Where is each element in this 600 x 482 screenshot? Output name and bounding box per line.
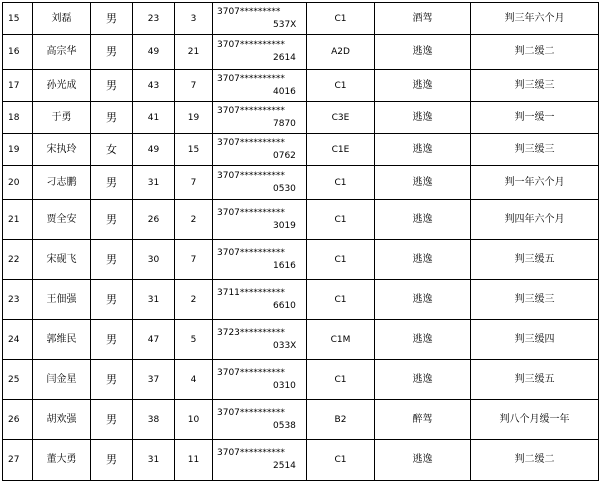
id-number-line2: 0530 [273,183,296,194]
id-number-line2: 2614 [273,53,296,63]
row-number: 26 [3,400,33,440]
id-number-line1: 3723********** [217,327,285,338]
row-number: 17 [3,70,33,102]
row-number: 22 [3,240,33,280]
person-sex: 男 [91,360,133,400]
offense-type: 逃逸 [375,102,471,134]
driving-years: 3 [175,3,213,35]
person-name: 闫金星 [33,360,91,400]
person-sex: 男 [91,166,133,200]
sentence-text: 判二缓二 [471,35,599,70]
person-age: 26 [133,200,175,240]
person-age: 47 [133,320,175,360]
id-number-line2: 1616 [273,260,296,271]
person-age: 31 [133,440,175,481]
license-class: C1 [307,3,375,35]
person-sex: 男 [91,320,133,360]
row-number: 23 [3,280,33,320]
person-name: 孙光成 [33,70,91,102]
id-number [213,400,307,440]
sentence-text: 判三缓四 [471,320,599,360]
driving-years: 2 [175,280,213,320]
id-number [213,3,307,35]
driving-years: 5 [175,320,213,360]
license-class: C1 [307,166,375,200]
id-number-line1: 3707********** [217,407,285,418]
driving-years: 11 [175,440,213,481]
person-age: 49 [133,134,175,166]
id-number-line1: 3707********** [217,170,285,181]
table-row [3,440,599,481]
offense-type: 逃逸 [375,280,471,320]
id-number [213,102,307,134]
offense-type: 逃逸 [375,240,471,280]
id-number [213,360,307,400]
id-number [213,200,307,240]
id-number-line1: 3707********** [217,247,285,258]
person-sex: 男 [91,102,133,134]
sentence-text: 判三缓三 [471,70,599,102]
row-number: 24 [3,320,33,360]
offense-type: 逃逸 [375,320,471,360]
offense-type: 逃逸 [375,440,471,481]
id-number-line1: 3707********* [217,6,281,17]
id-number [213,134,307,166]
driving-years: 10 [175,400,213,440]
person-sex: 男 [91,240,133,280]
records-table [2,2,599,481]
offense-type: 逃逸 [375,134,471,166]
id-number [213,280,307,320]
id-number [213,166,307,200]
person-age: 31 [133,166,175,200]
table-row [3,320,599,360]
person-sex: 男 [91,440,133,481]
license-class: C1 [307,200,375,240]
person-name: 贾全安 [33,200,91,240]
person-name: 高宗华 [33,35,91,70]
person-name: 胡欢强 [33,400,91,440]
sentence-text: 判三缓三 [471,134,599,166]
person-sex: 男 [91,3,133,35]
person-sex: 女 [91,134,133,166]
row-number: 21 [3,200,33,240]
person-age: 43 [133,70,175,102]
sentence-text: 判四年六个月 [471,200,599,240]
person-sex: 男 [91,35,133,70]
person-age: 30 [133,240,175,280]
person-name: 宋执玲 [33,134,91,166]
row-number: 25 [3,360,33,400]
person-name: 刘磊 [33,3,91,35]
person-sex: 男 [91,280,133,320]
person-age: 49 [133,35,175,70]
driving-years: 7 [175,240,213,280]
table-body [3,3,599,481]
id-number [213,320,307,360]
offense-type: 逃逸 [375,166,471,200]
license-class: A2D [307,35,375,70]
id-number-line2: 3019 [273,220,296,231]
id-number-line1: 3707********** [217,137,285,148]
person-age: 23 [133,3,175,35]
id-number-line2: 033X [273,340,297,351]
offense-type: 逃逸 [375,35,471,70]
license-class: C1 [307,240,375,280]
sentence-text: 判八个月缓一年 [471,400,599,440]
table-row [3,70,599,102]
id-number-line1: 3707********** [217,40,285,50]
table-row [3,102,599,134]
id-number-line2: 7870 [273,118,296,129]
id-number-line2: 2514 [273,461,296,471]
table-row [3,3,599,35]
license-class: C1 [307,360,375,400]
table-row [3,360,599,400]
row-number: 15 [3,3,33,35]
driving-years: 15 [175,134,213,166]
id-number-line2: 0310 [273,380,296,391]
person-name: 王佃强 [33,280,91,320]
license-class: C1M [307,320,375,360]
id-number-line2: 4016 [273,86,296,97]
license-class: C1E [307,134,375,166]
id-number-line1: 3707********** [217,105,285,116]
driving-years: 4 [175,360,213,400]
person-age: 31 [133,280,175,320]
person-name: 于勇 [33,102,91,134]
offense-type: 逃逸 [375,360,471,400]
id-number-line1: 3711********** [217,287,285,298]
driving-years: 7 [175,70,213,102]
sentence-text: 判一年六个月 [471,166,599,200]
table-row [3,35,599,70]
driving-years: 7 [175,166,213,200]
table-row [3,280,599,320]
license-class: C1 [307,70,375,102]
driving-years: 21 [175,35,213,70]
license-class: C1 [307,440,375,481]
sentence-text: 判一缓一 [471,102,599,134]
person-sex: 男 [91,70,133,102]
row-number: 27 [3,440,33,481]
id-number-line2: 537X [273,19,297,30]
id-number-line1: 3707********** [217,73,285,84]
id-number-line2: 0538 [273,420,296,431]
id-number-line1: 3707********** [217,207,285,218]
person-name: 宋砚飞 [33,240,91,280]
person-name: 董大勇 [33,440,91,481]
driving-years: 19 [175,102,213,134]
sentence-text: 判三年六个月 [471,3,599,35]
id-number [213,440,307,481]
sentence-text: 判二缓二 [471,440,599,481]
person-age: 37 [133,360,175,400]
id-number [213,35,307,70]
person-sex: 男 [91,400,133,440]
person-age: 38 [133,400,175,440]
offense-type: 逃逸 [375,70,471,102]
id-number-line1: 3707********** [217,367,285,378]
sentence-text: 判三缓三 [471,280,599,320]
sentence-text: 判三缓五 [471,240,599,280]
id-number-line1: 3707********** [217,448,285,458]
person-sex: 男 [91,200,133,240]
table-row [3,400,599,440]
id-number-line2: 6610 [273,300,296,311]
license-class: C1 [307,280,375,320]
id-number [213,70,307,102]
offense-type: 酒驾 [375,3,471,35]
table-row [3,134,599,166]
table-row [3,240,599,280]
row-number: 16 [3,35,33,70]
license-class: B2 [307,400,375,440]
offense-type: 醉驾 [375,400,471,440]
person-name: 刁志鹏 [33,166,91,200]
sentence-text: 判三缓五 [471,360,599,400]
row-number: 19 [3,134,33,166]
driving-years: 2 [175,200,213,240]
license-class: C3E [307,102,375,134]
person-name: 郭维民 [33,320,91,360]
id-number-line2: 0762 [273,150,296,161]
table-row [3,166,599,200]
id-number [213,240,307,280]
row-number: 20 [3,166,33,200]
person-age: 41 [133,102,175,134]
table-row [3,200,599,240]
offense-type: 逃逸 [375,200,471,240]
row-number: 18 [3,102,33,134]
